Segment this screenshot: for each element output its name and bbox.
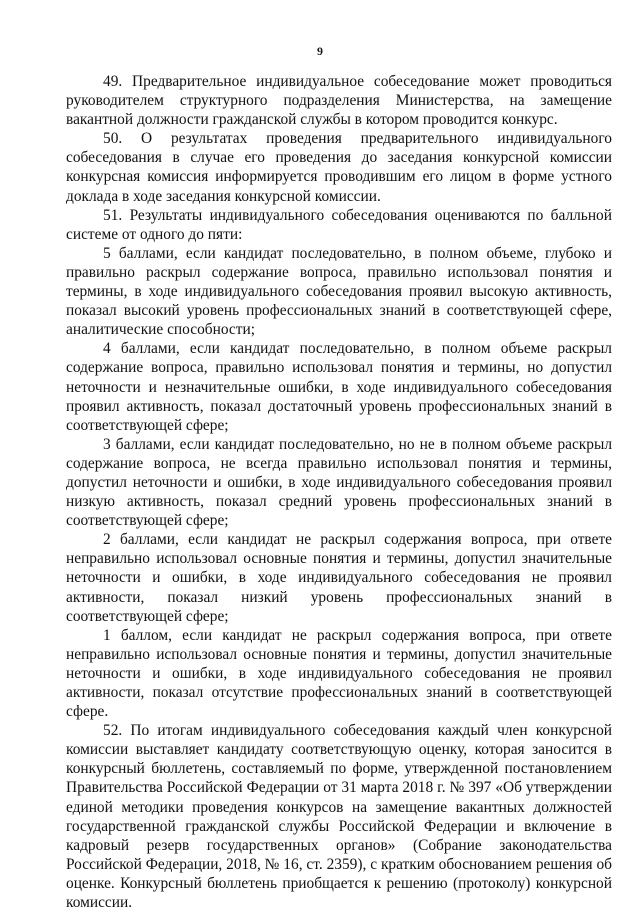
paragraph-50: 50. О результатах проведения предварительного индивидуального собеседования в случае его проведения до заседания конкурсной комиссии конкурсная комиссия информируется проводившим его лицом в форме устного доклада в ходе заседания конкурсной комиссии. <box>66 130 612 205</box>
score-4-description: 4 баллами, если кандидат последовательно, в полном объеме раскрыл содержание вопроса, правильно использовал понятия и термины, но допустил неточности и незначительные ошибки, в ходе индивидуального собеседования проявил активность, показал достаточный уровень профессиональных знаний в соответствующей сфере; <box>66 340 612 434</box>
score-2-description: 2 баллами, если кандидат не раскрыл содержания вопроса, при ответе неправильно использовал основные понятия и термины, допустил значительные неточности и ошибки, в ходе индивидуального собеседования не проявил активности, показал низкий уровень профессиональных знаний в соответствующей сфере; <box>66 531 612 625</box>
page-number: 9 <box>317 44 323 58</box>
score-5-description: 5 баллами, если кандидат последовательно, в полном объеме, глубоко и правильно раскрыл содержание вопроса, правильно использовал понятия и термины, в ходе индивидуального собеседования проявил высокую активность, показал высокий уровень профессиональных знаний в соответствующей сфере, аналитические способности; <box>66 244 612 339</box>
document-body <box>66 72 612 912</box>
paragraph-51: 51. Результаты индивидуального собеседования оцениваются по балльной системе от одного до пяти: <box>66 206 612 243</box>
paragraph-52: 52. По итогам индивидуального собеседования каждый член конкурсной комиссии выставляет кандидату соответствующую оценку, которая заносится в конкурсный бюллетень, составляемый по форме, утвержденной постановлением Правительства Российской Федерации от 31 марта 2018 г. № 397 «Об утверждении единой методики проведения конкурсов на замещение вакантных должностей государственной гражданской службы Российской Федерации и включение в кадровый резерв государственных органов» (Собрание законодательства Российской Федерации, 2018, № 16, ст. 2359), с кратким обоснованием решения об оценке. Конкурсный бюллетень приобщается к решению (протоколу) конкурсной комиссии. <box>66 722 612 912</box>
paragraph-49: 49. Предварительное индивидуальное собеседование может проводиться руководителем структурного подразделения Министерства, на замещение вакантной должности гражданской службы в котором проводится конкурс. <box>66 73 612 129</box>
score-1-description: 1 баллом, если кандидат не раскрыл содержания вопроса, при ответе неправильно использовал основные понятия и термины, допустил значительные неточности и ошибки, в ходе индивидуального собеседования не проявил активности, показал отсутствие профессиональных знаний в соответствующей сфере. <box>66 626 612 721</box>
score-3-description: 3 баллами, если кандидат последовательно, но не в полном объеме раскрыл содержание вопроса, не всегда правильно использовал понятия и термины, допустил неточности и ошибки, в ходе индивидуального собеседования проявил низкую активность, показал средний уровень профессиональных знаний в соответствующей сфере; <box>66 435 612 530</box>
